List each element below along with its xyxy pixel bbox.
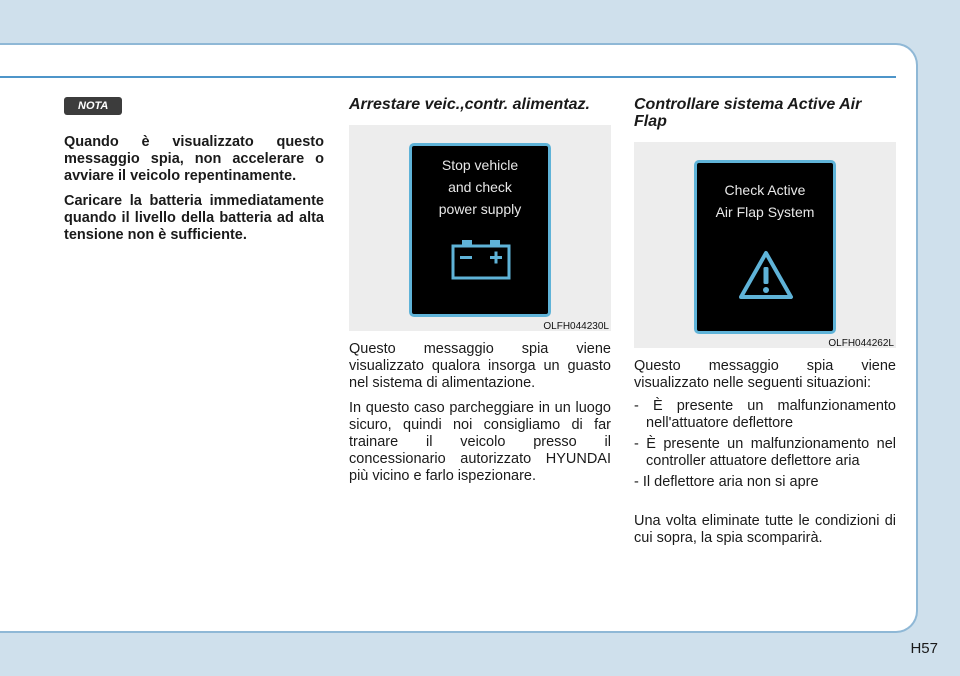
cluster-display xyxy=(409,143,551,317)
list-item: - È presente un malfunzionamento nell'attuatore deflettore xyxy=(634,398,896,431)
screen-line: Air Flap System xyxy=(715,204,815,220)
nota-paragraph: Caricare la batteria immediatamente quando il livello della batteria ad alta tensione non è sufficiente. xyxy=(64,193,324,243)
air-flap-section xyxy=(634,96,896,547)
battery-icon xyxy=(450,238,512,280)
body-paragraph: Questo messaggio spia viene visualizzato nelle seguenti situazioni: xyxy=(634,358,896,391)
nota-badge: NOTA xyxy=(64,97,122,115)
body-paragraph: Una volta eliminate tutte le condizioni di cui sopra, la spia scomparirà. xyxy=(634,513,896,546)
cluster-display xyxy=(694,160,836,334)
screen-line: and check xyxy=(448,179,512,195)
body-paragraph: In questo caso parcheggiare in un luogo sicuro, quindi noi consigliamo di far trainare il veicolo presso il concessionario autorizzato HYUNDAI più vicino e farlo ispezionare. xyxy=(349,400,611,484)
screen-line: Check Active xyxy=(724,182,806,198)
stop-section xyxy=(349,96,611,485)
screen-line: power supply xyxy=(438,201,522,217)
warning-triangle-icon xyxy=(737,249,795,303)
header-rule xyxy=(0,76,896,78)
list-item: - Il deflettore aria non si apre xyxy=(634,474,819,490)
nota-paragraph: Quando è visualizzato questo messaggio spia, non accelerare o avviare il veicolo repentinamente. xyxy=(64,134,324,184)
air-flap-figure xyxy=(634,142,896,348)
screen-line: Stop vehicle xyxy=(441,157,519,173)
condition-list xyxy=(634,398,896,491)
figure-caption: OLFH044262L xyxy=(828,338,894,349)
nota-column xyxy=(64,96,324,252)
figure-caption: OLFH044230L xyxy=(543,321,609,332)
page-number: H57 xyxy=(910,640,938,657)
section-title: Controllare sistema Active Air Flap xyxy=(634,96,862,130)
list-item: - È presente un malfunzionamento nel controller attuatore deflettore aria xyxy=(634,436,896,469)
body-paragraph: Questo messaggio spia viene visualizzato qualora insorga un guasto nel sistema di alimentazione. xyxy=(349,341,611,391)
stop-figure xyxy=(349,125,611,331)
section-title: Arrestare veic.,contr. alimentaz. xyxy=(349,96,590,113)
